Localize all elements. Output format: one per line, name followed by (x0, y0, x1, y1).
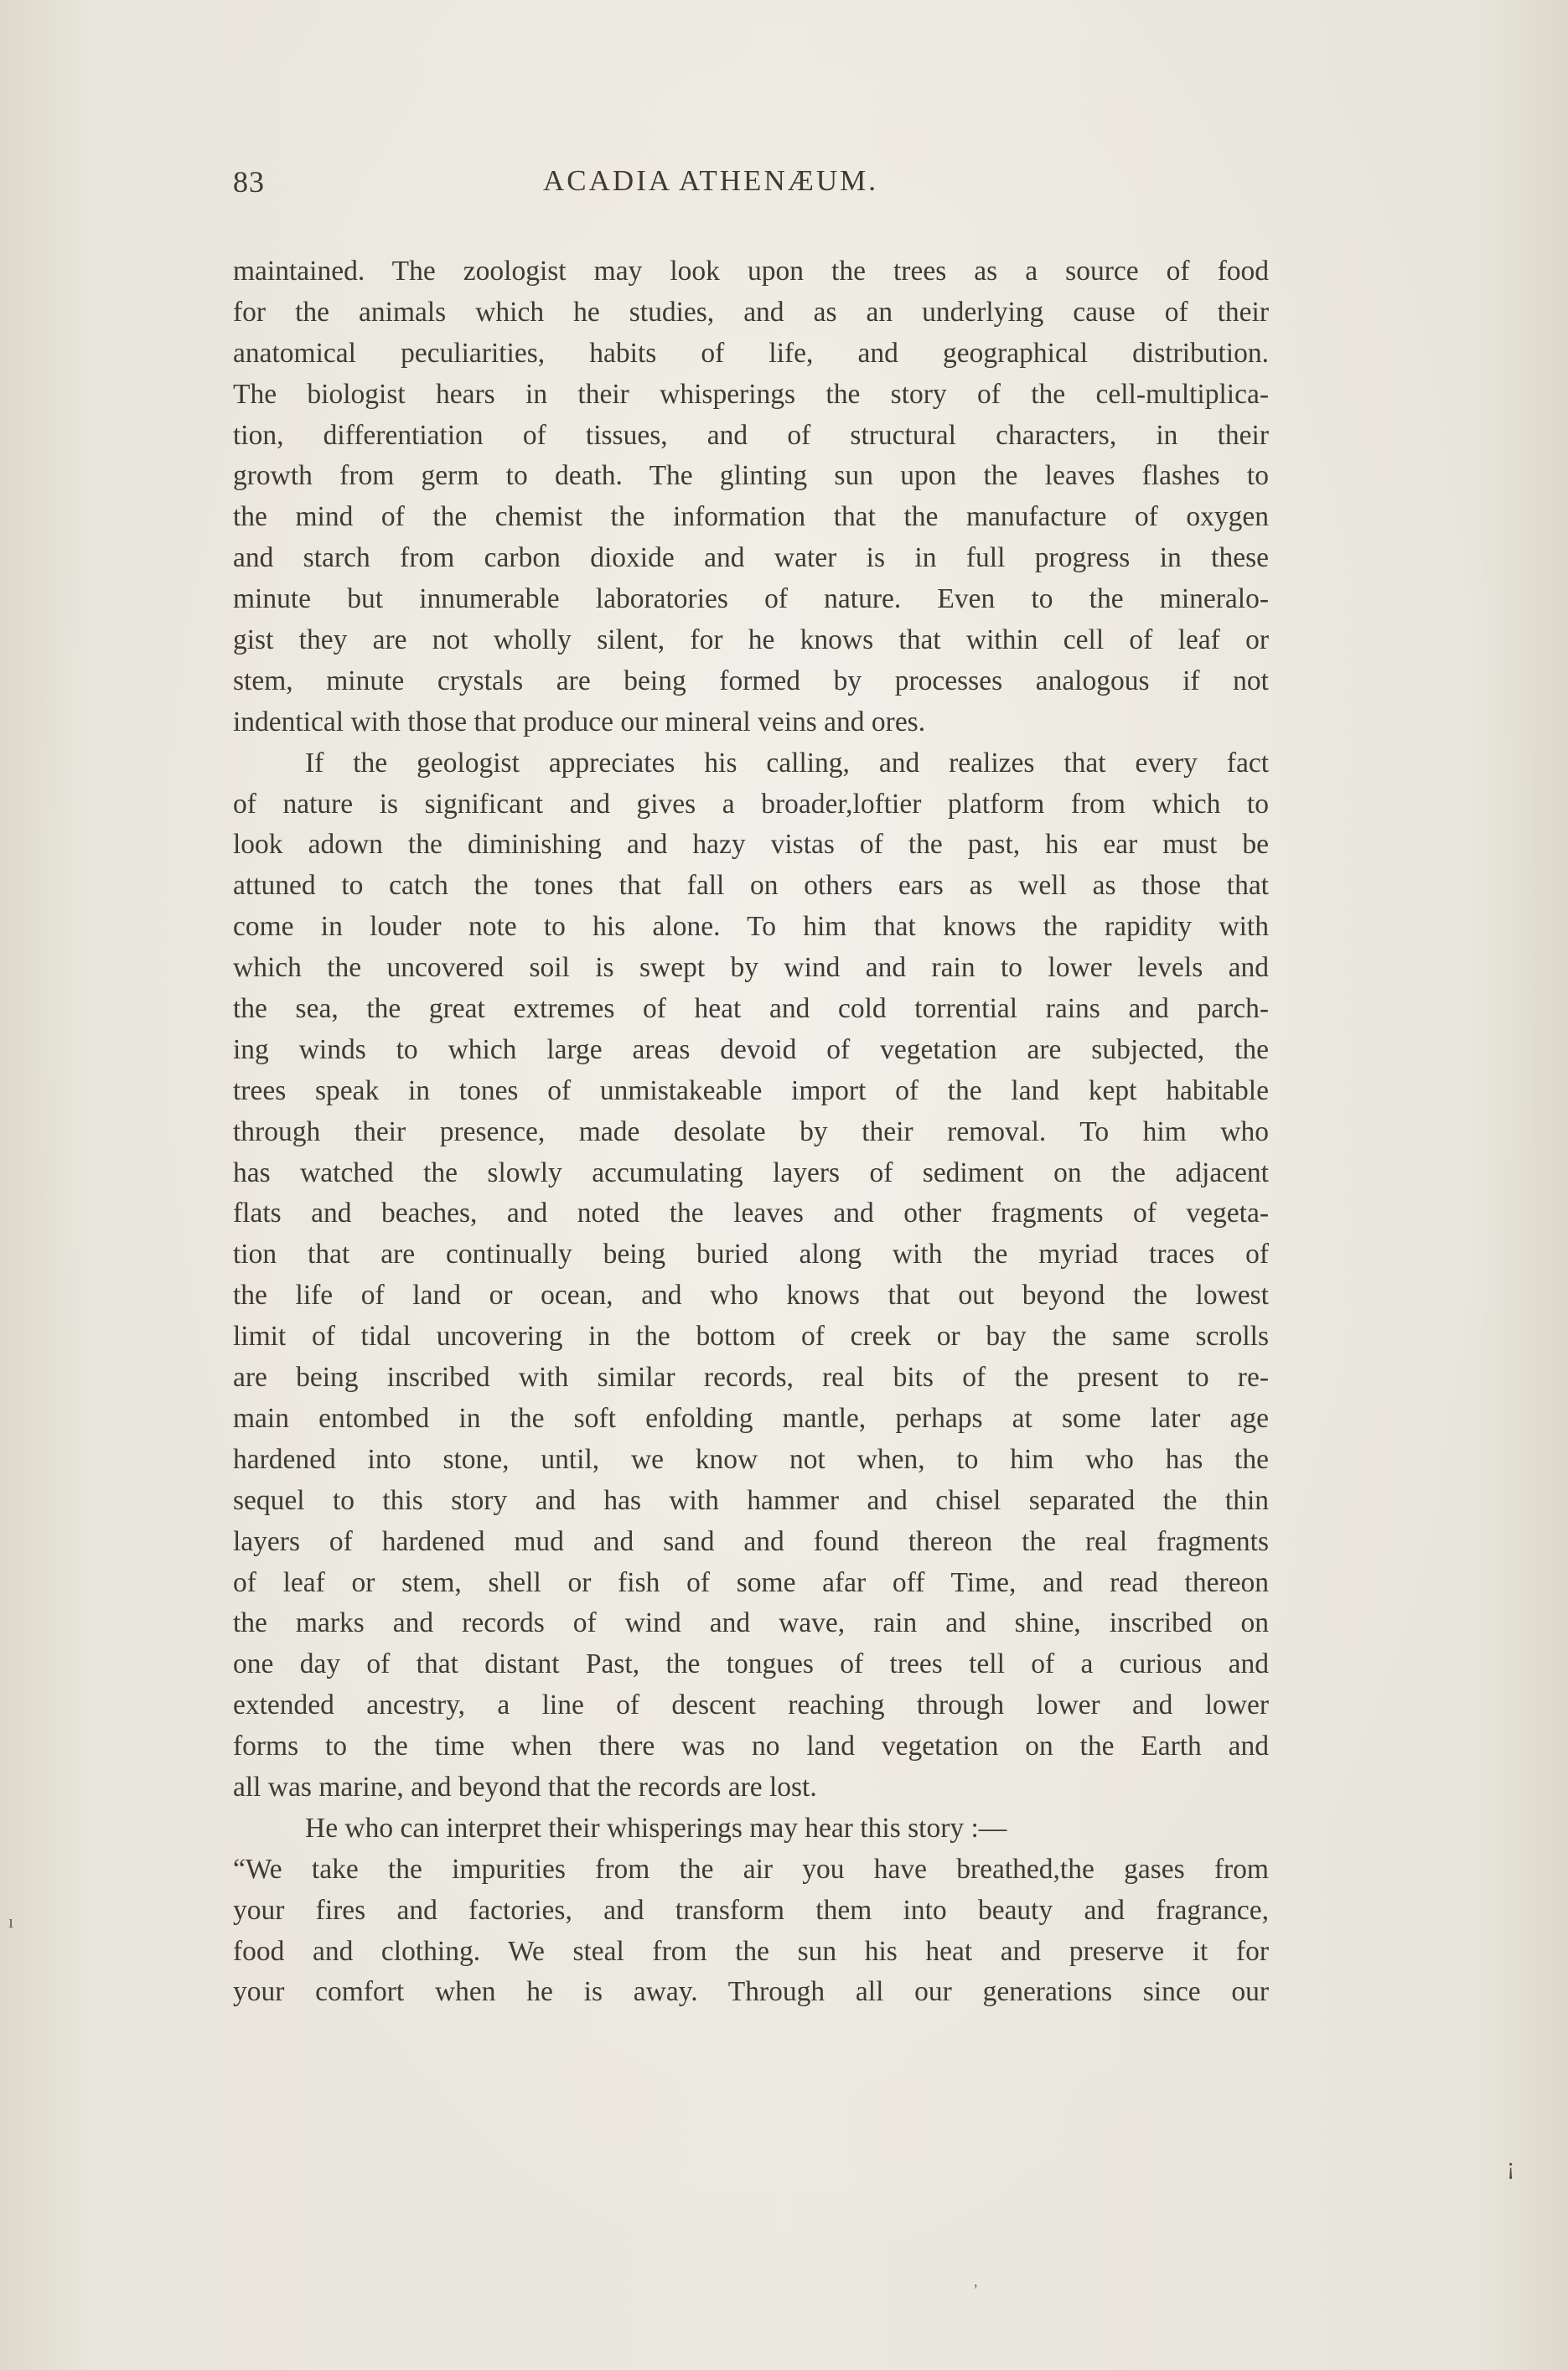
text-line: layers of hardened mud and sand and found thereon the real fragments (233, 1525, 1269, 1557)
text-line: the sea, the great extremes of heat and cold torrential rains and parch- (233, 993, 1269, 1025)
text-line: growth from germ to death. The glinting sun upon the leaves flashes to (233, 460, 1269, 492)
text-line: trees speak in tones of unmistakeable import of the land kept habitable (233, 1074, 1269, 1106)
quote-line: your fires and factories, and transform them into beauty and fragrance, (233, 1894, 1269, 1926)
quote-line: food and clothing. We steal from the sun his heat and preserve it for (233, 1935, 1269, 1967)
text-line: sequel to this story and has with hammer and chisel separated the thin (233, 1484, 1269, 1516)
text-line: which the uncovered soil is swept by wind and rain to lower levels and (233, 952, 1269, 984)
text-line: flats and beaches, and noted the leaves and other fragments of vegeta- (233, 1198, 1269, 1229)
margin-speck: ı (8, 1911, 14, 1932)
margin-speck: , (974, 2273, 978, 2290)
running-title: ACADIA ATHENÆUM. (543, 164, 878, 197)
text-line: forms to the time when there was no land vegetation on the Earth and (233, 1731, 1269, 1762)
text-line: of leaf or stem, shell or fish of some afar off Time, and read thereon (233, 1566, 1269, 1598)
text-line: the life of land or ocean, and who knows that out beyond the lowest (233, 1280, 1269, 1312)
text-line: the marks and records of wind and wave, rain and shine, inscribed on (233, 1607, 1269, 1639)
text-line: attuned to catch the tones that fall on others ears as well as those that (233, 870, 1269, 902)
text-line: the mind of the chemist the information that the manufacture of oxygen (233, 501, 1269, 533)
text-line: come in louder note to his alone. To him that knows the rapidity with (233, 911, 1269, 943)
text-line: and starch from carbon dioxide and water is in full progress in these (233, 542, 1269, 574)
text-line: for the animals which he studies, and as an underlying cause of their (233, 296, 1269, 328)
text-line: through their presence, made desolate by their removal. To him who (233, 1115, 1269, 1147)
paragraph-start-line: He who can interpret their whisperings may hear this story :— (305, 1812, 1007, 1844)
paragraph-end-line: all was marine, and beyond that the records are lost. (233, 1771, 817, 1803)
text-line: stem, minute crystals are being formed by processes analogous if not (233, 665, 1269, 696)
margin-speck: ¡ (1507, 2154, 1515, 2180)
text-line: extended ancestry, a line of descent reaching through lower and lower (233, 1690, 1269, 1721)
text-line: minute but innumerable laboratories of nature. Even to the mineralo- (233, 583, 1269, 615)
text-line: gist they are not wholly silent, for he knows that within cell of leaf or (233, 624, 1269, 656)
text-line: anatomical peculiarities, habits of life, and geographical distribution. (233, 337, 1269, 369)
text-line: of nature is significant and gives a broader,loftier platform from which to (233, 788, 1269, 820)
text-line: are being inscribed with similar records, real bits of the present to re- (233, 1362, 1269, 1394)
quote-line: your comfort when he is away. Through all our generations since our (233, 1976, 1269, 2008)
text-line: tion, differentiation of tissues, and of structural characters, in their (233, 419, 1269, 451)
quote-line: “We take the impurities from the air you have breathed,the gases from (233, 1853, 1269, 1885)
text-line: The biologist hears in their whisperings the story of the cell-multiplica- (233, 378, 1269, 410)
page-header (233, 164, 1269, 215)
text-line: maintained. The zoologist may look upon the trees as a source of food (233, 256, 1269, 287)
body-text (233, 251, 1269, 2013)
text-line: ing winds to which large areas devoid of vegetation are subjected, the (233, 1033, 1269, 1065)
paragraph-end-line: indentical with those that produce our mineral veins and ores. (233, 706, 926, 737)
paragraph-start-line: If the geologist appreciates his calling, and realizes that every fact (305, 747, 1269, 779)
text-line: hardened into stone, until, we know not when, to him who has the (233, 1443, 1269, 1475)
text-line: limit of tidal uncovering in the bottom of creek or bay the same scrolls (233, 1321, 1269, 1353)
text-line: tion that are continually being buried along with the myriad traces of (233, 1239, 1269, 1270)
text-line: one day of that distant Past, the tongues of trees tell of a curious and (233, 1648, 1269, 1680)
page-number: 83 (233, 165, 265, 199)
text-line: main entombed in the soft enfolding mantle, perhaps at some later age (233, 1402, 1269, 1434)
text-line: look adown the diminishing and hazy vistas of the past, his ear must be (233, 829, 1269, 861)
text-line: has watched the slowly accumulating layers of sediment on the adjacent (233, 1157, 1269, 1188)
